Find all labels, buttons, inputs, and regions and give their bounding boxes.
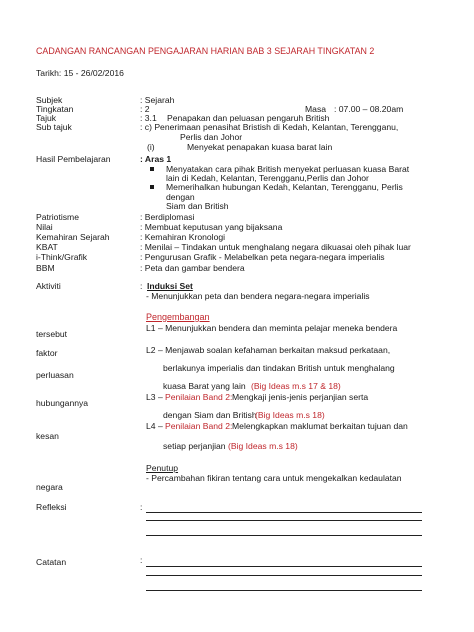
value-kemahiran: : Kemahiran Kronologi <box>140 232 226 242</box>
value-bbm: : Peta dan gambar bendera <box>140 263 245 273</box>
l1-continuation: tersebut <box>36 329 68 339</box>
penutup-text: - Percambahan fikiran tentang cara untuk mengekalkan kedaulatan <box>146 473 402 483</box>
l3-penilaian: Penilaian Band 2: <box>165 392 233 402</box>
l2-text: L2 – Menjawab soalan kefahaman berkaitan maksud perkataan, <box>146 345 391 355</box>
hasil-bullet-1: Menyatakan cara pihak British menyekat perluasan kuasa Barat <box>166 164 410 174</box>
label-aktiviti: Aktiviti <box>36 281 61 291</box>
hasil-bullet-2-cont: dengan <box>166 192 195 202</box>
penutup-heading: Penutup <box>146 463 179 473</box>
refleksi-line[interactable] <box>146 520 422 521</box>
value-tingkatan: : 2 <box>140 104 150 114</box>
value-tajuk: Penapakan dan peluasan pengaruh British <box>167 113 330 123</box>
bullet-icon <box>150 185 154 189</box>
l4-prefix: L4 – <box>146 421 163 431</box>
hasil-aras: : Aras 1 <box>140 154 172 164</box>
hasil-bullet-2: Memerihalkan hubungan Kedah, Kelantan, Terengganu, Perlis <box>166 182 403 192</box>
value-kbat: : Menilai – Tindakan untuk menghalang negara dikuasai oleh pihak luar <box>140 242 411 252</box>
hasil-bullet-1-cont: lain di Kedah, Kelantan, Terengganu,Perlis dan Johor <box>166 173 369 183</box>
label-kbat: KBAT <box>36 242 58 252</box>
value-subtajuk: : c) Penerimaan penasihat Bristish di Kedah, Kelantan, Terengganu, <box>140 122 399 132</box>
refleksi-line[interactable] <box>146 535 422 536</box>
label-subtajuk: Sub tajuk <box>36 122 72 132</box>
l2-cont2: kuasa Barat yang lain <box>163 381 246 391</box>
induksi-text: - Menunjukkan peta dan bendera negara-negara imperialis <box>146 291 370 301</box>
l2-big-ideas: (Big Ideas m.s 17 & 18) <box>251 381 341 391</box>
label-catatan: Catatan <box>36 557 67 567</box>
subtajuk-roman-i: (i) <box>147 142 155 152</box>
l1-text: L1 – Menunjukkan bendera dan meminta pelajar meneka bendera <box>146 323 398 333</box>
value-patriotisme: : Berdiplomasi <box>140 212 195 222</box>
value-tajuk-number: : 3.1 <box>140 113 157 123</box>
value-subtajuk-cont: Perlis dan Johor <box>180 132 243 142</box>
l2-cont: berlakunya imperialis dan tindakan British untuk menghalang <box>163 363 395 373</box>
refleksi-line[interactable] <box>146 512 422 513</box>
l4-side-kesan: kesan <box>36 431 59 441</box>
l3-big-ideas: (Big Ideas m.s 18) <box>255 410 325 420</box>
label-nilai: Nilai <box>36 222 53 232</box>
value-ithink: : Pengurusan Grafik - Melabelkan peta negara-negara imperialis <box>140 252 385 262</box>
l3-text: Mengkaji jenis-jenis perjanjian serta <box>232 392 369 402</box>
label-patriotisme: Patriotisme <box>36 212 79 222</box>
hasil-bullet-2-cont2: Siam dan British <box>166 201 229 211</box>
subtajuk-i-text: Menyekat penapakan kuasa barat lain <box>187 142 333 152</box>
l2-side-faktor: faktor <box>36 348 58 358</box>
refleksi-colon: : <box>140 502 143 512</box>
l4-text: Melengkapkan maklumat berkaitan tujuan dan <box>232 421 408 431</box>
value-masa: : 07.00 – 08.20am <box>334 104 404 114</box>
pengembangan-heading: Pengembangan <box>146 312 210 322</box>
label-kemahiran: Kemahiran Sejarah <box>36 232 110 242</box>
l4-big-ideas: (Big Ideas m.s 18) <box>228 441 298 451</box>
l4-cont: setiap perjanjian <box>163 441 226 451</box>
l3-side-hubungannya: hubungannya <box>36 398 89 408</box>
catatan-line[interactable] <box>146 575 422 576</box>
catatan-colon: : <box>140 555 143 565</box>
penutup-side-negara: negara <box>36 482 63 492</box>
value-subjek: : Sejarah <box>140 95 175 105</box>
tarikh: Tarikh: 15 - 26/02/2016 <box>36 68 124 78</box>
catatan-line[interactable] <box>146 590 422 591</box>
bullet-icon <box>150 167 154 171</box>
value-nilai: : Membuat keputusan yang bijaksana <box>140 222 283 232</box>
label-subjek: Subjek <box>36 95 63 105</box>
induksi-heading: Induksi Set <box>147 281 193 291</box>
label-hasil: Hasil Pembelajaran <box>36 154 111 164</box>
l2-side-perluasan: perluasan <box>36 370 74 380</box>
catatan-line[interactable] <box>146 566 422 567</box>
label-refleksi: Refleksi <box>36 502 67 512</box>
l4-penilaian: Penilaian Band 2: <box>165 421 233 431</box>
document-title: CADANGAN RANCANGAN PENGAJARAN HARIAN BAB 3 SEJARAH TINGKATAN 2 <box>36 46 375 56</box>
aktiviti-colon: : <box>140 281 143 291</box>
l3-prefix: L3 – <box>146 392 163 402</box>
label-tajuk: Tajuk <box>36 113 57 123</box>
label-ithink: i-Think/Grafik <box>36 252 88 262</box>
label-tingkatan: Tingkatan <box>36 104 74 114</box>
masa-label: Masa <box>305 104 327 114</box>
l3-cont: dengan Siam dan British <box>163 410 257 420</box>
label-bbm: BBM <box>36 263 55 273</box>
